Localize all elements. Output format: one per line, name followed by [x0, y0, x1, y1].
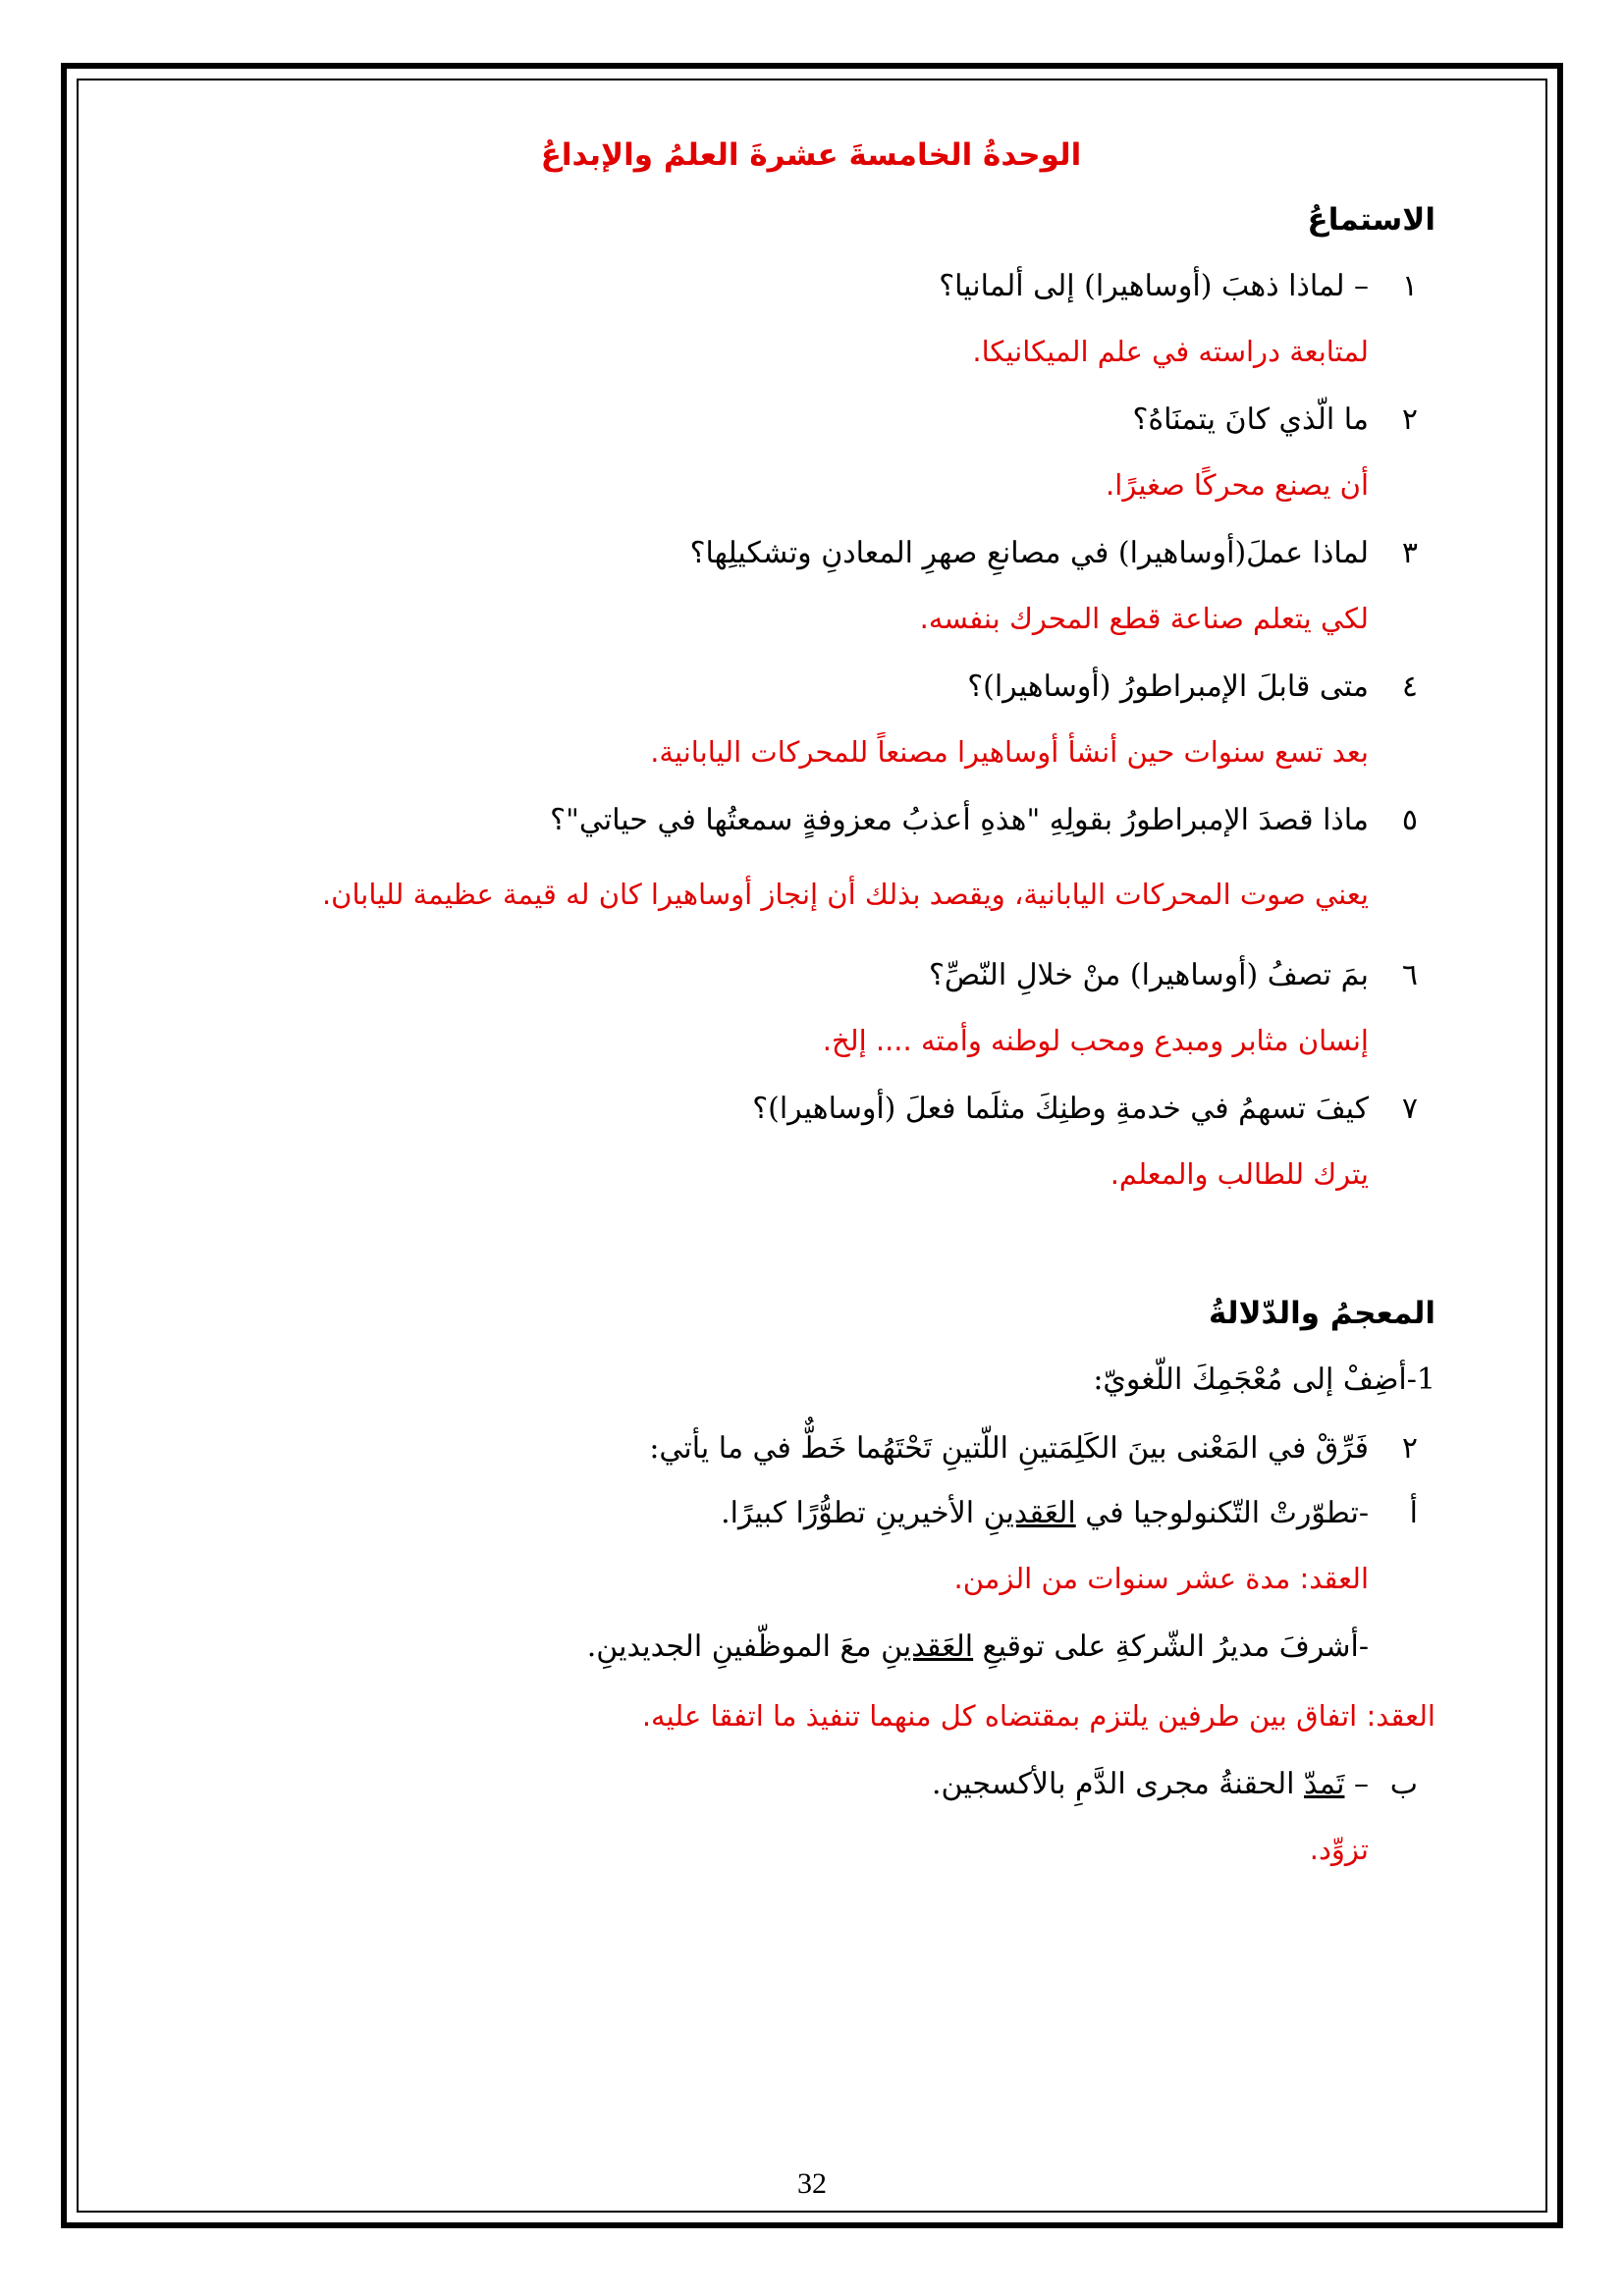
question-text: ما الّذي كانَ يتمنَاهُ؟	[1132, 402, 1369, 437]
underlined-word: العَقدينِ	[983, 1496, 1076, 1530]
item-text: فَرِّقْ في المَعْنى بينَ الكَلِمَتينِ اللّتينِ تَحْتَهُما خَطٌّ في ما يأتي:	[649, 1431, 1369, 1466]
question-text: ماذا قصدَ الإمبراطورُ بقولِهِ "هذهِ أعذبُ معزوفةٍ سمعتُها في حياتي"؟	[550, 803, 1369, 837]
answer-6: إنسان مثابر ومبدع ومحب لوطنه وأمته .... إلخ.	[822, 1024, 1369, 1057]
sentence-part: -تطوّرتْ التّكنولوجيا في	[1075, 1496, 1369, 1530]
sentence-part: الأخيرينِ تطوُّرًا كبيرًا.	[721, 1496, 984, 1530]
question-4	[187, 664, 1435, 711]
sentence-part: الحقنةُ مجرى الدَّمِ بالأكسجين.	[932, 1767, 1304, 1801]
lexicon-item-2	[187, 1425, 1435, 1472]
question-6	[187, 952, 1435, 999]
sentence-b	[187, 1761, 1369, 1808]
question-number: ٦	[1401, 958, 1418, 992]
document-body	[187, 118, 1435, 1895]
question-text: لماذا عملَ(أوساهيرا) في مصانعِ صهرِ المعادنِ وتشكيلِها؟	[689, 536, 1369, 570]
sentence-a1	[187, 1490, 1369, 1537]
question-3	[187, 530, 1435, 577]
question-2	[187, 397, 1435, 444]
sub-item-a	[187, 1490, 1435, 1537]
listening-heading: الاستماعُ	[1307, 202, 1435, 238]
question-5	[187, 797, 1435, 844]
lexicon-heading: المعجمُ والدّلالةُ	[1209, 1296, 1435, 1331]
question-text: – لماذا ذهبَ (أوساهيرا) إلى ألمانيا؟	[939, 269, 1369, 303]
question-number: ٥	[1401, 803, 1418, 837]
question-1	[187, 263, 1435, 310]
dash: –	[1354, 1767, 1369, 1801]
answer-b: تزوِّد.	[1309, 1833, 1369, 1866]
question-number: ١	[1401, 269, 1418, 303]
underlined-word: العَقدينِ	[881, 1629, 974, 1664]
question-number: ٣	[1401, 536, 1418, 570]
question-text: متى قابلَ الإمبراطورُ (أوساهيرا)؟	[967, 669, 1369, 704]
lexicon-item-1: 1-أضِفْ إلى مُعْجَمِكَ اللّغويّ:	[1093, 1362, 1435, 1397]
sentence-part: معَ الموظّفينِ الجديدينِ.	[586, 1629, 882, 1664]
underlined-word: تَمدّ	[1304, 1767, 1345, 1801]
question-7	[187, 1086, 1435, 1133]
question-number: ٧	[1401, 1092, 1418, 1126]
question-text: كيفَ تسهمُ في خدمةِ وطنِكَ مثلَما فعلَ (أوساهيرا)؟	[752, 1092, 1369, 1126]
question-number: ٤	[1401, 669, 1418, 704]
answer-a1: العقد: مدة عشر سنوات من الزمن.	[953, 1562, 1369, 1595]
sentence-part: -أشرفَ مديرُ الشّركةِ على توقيعِ	[973, 1629, 1369, 1664]
answer-a2: العقد: اتفاق بين طرفين يلتزم بمقتضاه كل منهما تنفيذ ما اتفقا عليه.	[641, 1699, 1435, 1733]
item-label: ب	[1389, 1767, 1418, 1801]
question-text: بمَ تصفُ (أوساهيرا) منْ خلالِ النّصِّ؟	[928, 958, 1369, 992]
sub-item-b	[187, 1761, 1435, 1808]
answer-5: يعني صوت المحركات اليابانية، ويقصد بذلك أن إنجاز أوساهيرا كان له قيمة عظيمة لليابان.	[321, 878, 1369, 911]
answer-7: يترك للطالب والمعلم.	[1110, 1157, 1369, 1191]
answer-4: بعد تسع سنوات حين أنشأ أوساهيرا مصنعاً للمحركات اليابانية.	[650, 735, 1369, 769]
item-number: ٢	[1401, 1431, 1418, 1466]
answer-1: لمتابعة دراسته في علم الميكانيكا.	[972, 335, 1369, 368]
item-label: أ	[1409, 1496, 1418, 1530]
answer-2: أن يصنع محركًا صغيرًا.	[1106, 468, 1369, 502]
page-number: 32	[797, 2167, 827, 2200]
question-number: ٢	[1401, 402, 1418, 437]
answer-3: لكي يتعلم صناعة قطع المحرك بنفسه.	[919, 602, 1369, 635]
unit-title: الوحدةُ الخامسةَ عشرةَ العلمُ والإبداعُ	[540, 137, 1082, 173]
sentence-a2	[187, 1624, 1435, 1671]
